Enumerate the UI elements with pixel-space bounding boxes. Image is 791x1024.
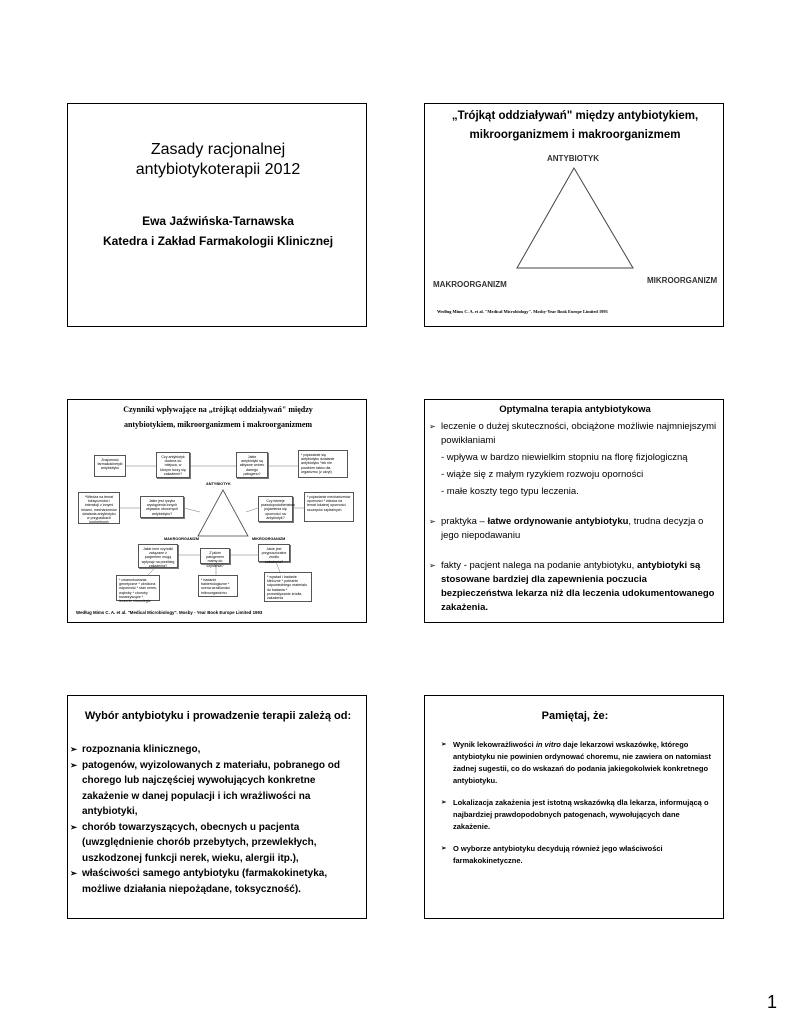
slide6-list [441, 739, 713, 867]
slide4-subitem: - wiąże się z małym ryzykiem rozwoju oporności [441, 469, 644, 480]
factor-box: *Wiedza na temat toksyczności i interakcji z innymi lekami, mechanizmów działania antybiotyku w przypadkach konkretnych [78, 492, 120, 524]
factor-box: Jakie antybiotyki są aktywne wobec danego patogenu? [236, 452, 268, 478]
slide4-subitem: - wpływa w bardzo niewielkim stopniu na florę fizjologiczną [441, 452, 688, 463]
slide5-item: ➢ patogenów, wyizolowanych z materiału, pobranego od chorego lub najczęściej wywołujących konkretne zakażenie w danej populacji i ich wrażliwości na antybiotyki, [70, 758, 362, 820]
slide3-title-line1: Czynniki wpływające na „trójkąt oddziaływań" między [123, 405, 313, 414]
slide4-title: Optymalna terapia antybiotykowa [499, 404, 651, 415]
slide-4 [424, 399, 724, 623]
slide3-label-mikroorganizm: MIKROORGANIZM [252, 537, 286, 541]
factor-box: Jakie jest przypuszczalne źródło zakażenia? [258, 544, 290, 562]
slide5-item: ➢ rozpoznania klinicznego, [70, 742, 362, 758]
interaction-triangle [425, 104, 725, 328]
factor-box: * pojawianie się antybiotyku działanie antybiotyku *lek nie powinien łatwo dla organizmu (z ukryt) [298, 450, 348, 478]
slide5-title: Wybór antybiotyku i prowadzenie terapii zależą od: [84, 710, 352, 722]
slide5-list [70, 742, 362, 897]
factor-box: Czy antybiotyk dociera do miejsca, w którym toczy się zakażenie? [156, 452, 190, 478]
factor-box: Z jakim patogenem mamy do czynienia? [200, 548, 230, 564]
slide3-label-antybiotyk: ANTYBIOTYK [206, 482, 231, 486]
label-mikroorganizm: MIKROORGANIZM [647, 276, 718, 285]
factor-box: * uwarunkowania genetyczne * obniżona odporność * stan nerek, wątroby * choroby towarzyszące * leczenie równoległe [116, 575, 160, 601]
page-number: 1 [766, 992, 777, 1012]
label-makroorganizm: MAKROORGANIZM [433, 280, 507, 289]
factor-box: Jakie jest ryzyko wystąpienia innych objawów ubocznych antybiotyku? [140, 496, 184, 518]
slide-6 [424, 695, 724, 919]
slide2-title-line1: „Trójkąt oddziaływań" między antybiotykiem, [451, 110, 699, 122]
label-antybiotyk: ANTYBIOTYK [547, 154, 599, 163]
slide-3 [67, 399, 367, 623]
slide1-author: Ewa Jaźwińska-Tarnawska [142, 214, 294, 228]
slide3-title-line2: antybiotykiem, mikroorganizmem i makroorganizmem [123, 420, 313, 429]
factor-box: * pojawianie mechanizmów oporności * wiedza na temat lokalnej oporności szczepów szpitalnych [304, 492, 354, 522]
slide5-item: ➢ właściwości samego antybiotyku (farmakokinetyka, możliwe działania niepożądane, toksyczność). [70, 866, 362, 897]
slide3-source: Według Mims C. A. et al. "Medical Microbiology". Mosby - Year Book Europe Limited 1993 [76, 610, 263, 615]
slide1-title: Zasady racjonalnej antybiotykoterapii 2012 [135, 141, 301, 178]
factor-box: * badanie bakteriologiczne * ocena wrażliwości mikroorganizmu [198, 575, 238, 597]
slide1-department: Katedra i Zakład Farmakologii Klinicznej [102, 234, 334, 248]
slide6-title: Pamiętaj, że: [541, 710, 609, 722]
slide2-source: Według Mims C. A. et al. "Medical Microbiology". Mosby-Year Book Europe Limited 1993 [437, 309, 608, 314]
slide4-list [429, 420, 719, 615]
slide6-item: ➢ Lokalizacja zakażenia jest istotną wskazówką dla lekarza, informującą o najbardziej prawdopodobnych patogenach, wywołujących dane zakażenie. [441, 797, 713, 833]
factor-box: Jakie inne czynniki związane z pacjentem mogą wpłynąć na przebieg zakażenia? [138, 544, 178, 568]
factor-box: Czy istnieje prawdopodobieństwo pojawienia się oporności na antybiotyk? [258, 496, 293, 522]
slide5-item: ➢ chorób towarzyszących, obecnych u pacjenta (uwzględnienie chorób przebytych, przewlekłych, uszkodzonej funkcji nerek, wieku, alergii itp.), [70, 820, 362, 867]
slide-5 [67, 695, 367, 919]
factor-box: Znajomość farmakokinetyki antybiotyku [94, 455, 126, 477]
slide6-item: ➢ O wyborze antybiotyku decydują również jego właściwości farmakokinetyczne. [441, 843, 713, 867]
slide4-subitem: - małe koszty tego typu leczenia. [441, 486, 579, 497]
factor-box: * wywiad i badanie kliniczne * pobranie odpowiedniego materiału do badania * przewidywanie źródła zakażenia [264, 572, 312, 602]
slide3-label-makroorganizm: MAKROORGANIZM [164, 537, 200, 541]
slide2-title-line2: mikroorganizmem i makroorganizmem [469, 129, 681, 141]
slide4-item: ➢ fakty - pacjent nalega na podanie antybiotyku, antybiotyki są stosowane bardziej dla zapewnienia poczucia bezpieczeństwa lekarza niż dla leczenia udokumentowanego zakażenia. [429, 559, 719, 615]
slide4-item: ➢ leczenie o dużej skuteczności, obciążone możliwie najmniejszymi powikłaniami - wpływa w bardzo niewielkim stopniu na florę fizjologiczną - wiąże się z małym ryzykiem rozwoju oporności - małe koszty tego typu leczenia. [429, 420, 719, 499]
slide-1 [67, 103, 367, 327]
slide6-item: ➢ Wynik lekowrażliwości in vitro daje lekarzowi wskazówkę, którego antybiotyku nie powinien ordynować choremu, nie zawiera on natomiast żadnej sugestii, co do wskazań do podania jakiegokolwiek konkretnego antybiotyku. [441, 739, 713, 787]
slide-2 [424, 103, 724, 327]
slide4-item: ➢ praktyka – łatwe ordynowanie antybiotyku, trudna decyzja o jego niepodawaniu [429, 515, 719, 543]
